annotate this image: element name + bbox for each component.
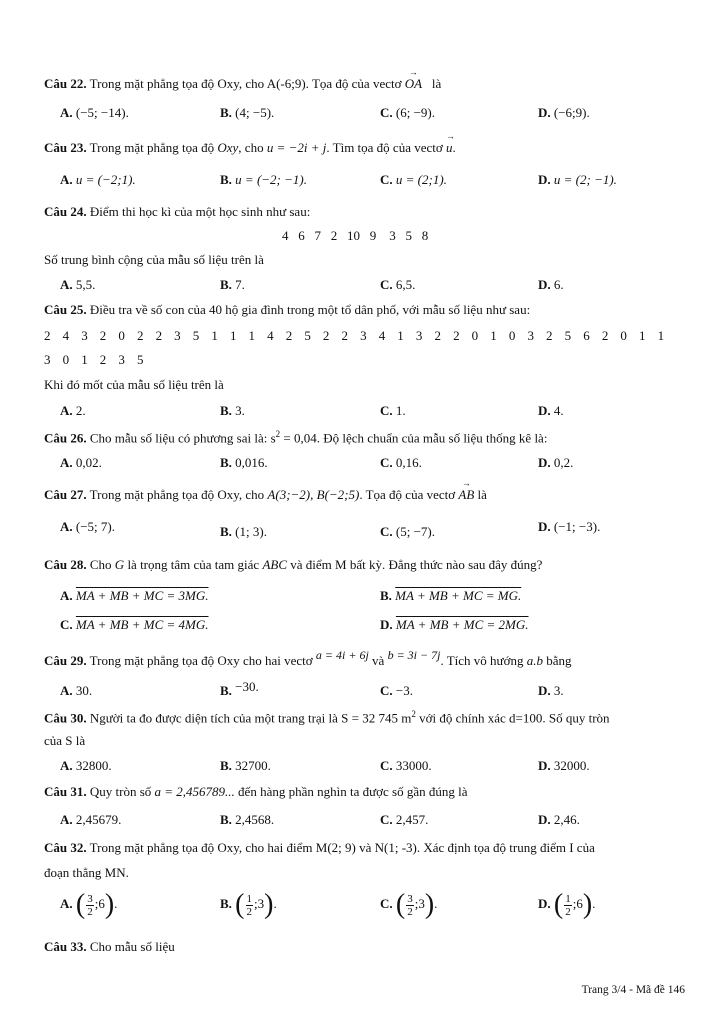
- q30-option-c[interactable]: C. 33000.: [380, 758, 432, 773]
- q26-option-a[interactable]: A. 0,02.: [60, 455, 102, 470]
- q25-value: 0: [62, 352, 70, 367]
- q27-vector: → AB: [458, 487, 474, 503]
- q24-option-d[interactable]: D. 6.: [538, 277, 564, 292]
- q25-value: 3: [174, 328, 181, 343]
- q28-option-d[interactable]: D. MA + MB + MC = 2MG.: [380, 617, 529, 632]
- q25-value: 0: [471, 328, 479, 343]
- q25-value: 0: [620, 328, 627, 343]
- q22-option-a[interactable]: A. (−5; −14).: [60, 105, 129, 120]
- question-24: [44, 204, 310, 220]
- question-29: [44, 648, 572, 669]
- q22-option-d[interactable]: D. (−6;9).: [538, 105, 590, 120]
- q23-text: Trong mặt phẳng tọa độ: [89, 140, 215, 155]
- q28-option-b[interactable]: B. MA + MB + MC = MG.: [380, 588, 522, 603]
- q32-text2: đoạn thẳng MN.: [44, 865, 129, 880]
- q28-option-c[interactable]: C. MA + MB + MC = 4MG.: [60, 617, 209, 632]
- q25-value: 1: [211, 328, 218, 343]
- q29-option-d[interactable]: D. 3.: [538, 683, 564, 698]
- q32-option-c[interactable]: C. ( $\frac{3}{2}$ ;3).: [380, 889, 438, 920]
- q24-label: Câu 24.: [44, 204, 87, 219]
- q26-text2: = 0,04. Độ lệch chuẩn của mẫu số liệu thống kê là:: [280, 430, 548, 446]
- q26-option-b[interactable]: B. 0,016.: [220, 455, 268, 470]
- q29-tail: . Tích vô hướng: [440, 653, 524, 668]
- q23-option-d[interactable]: D. u = (2; −1).: [538, 172, 617, 187]
- question-25: [44, 302, 530, 318]
- question-23: [44, 140, 456, 156]
- q30-option-d[interactable]: D. 32000.: [538, 758, 590, 773]
- q28-option-a[interactable]: A. MA + MB + MC = 3MG.: [60, 588, 209, 603]
- q25-value: 2: [155, 328, 163, 343]
- q25-value: 0: [118, 328, 125, 343]
- q25-value: 1: [657, 328, 665, 343]
- q23-option-b[interactable]: B. u = (−2; −1).: [220, 172, 307, 187]
- q25-value: 2: [136, 328, 144, 343]
- q26-option-c[interactable]: C. 0,16.: [380, 455, 422, 470]
- q29-vector-b: b = 3i − 7j: [387, 648, 441, 662]
- q25-value: 4: [378, 328, 386, 343]
- q31-label: Câu 31.: [44, 784, 87, 799]
- q30-option-b[interactable]: B. 32700.: [220, 758, 271, 773]
- q25-value: 4: [267, 328, 274, 343]
- q31-option-a[interactable]: A. 2,45679.: [60, 812, 122, 827]
- q22-tail: là: [431, 76, 442, 91]
- q24-option-a[interactable]: A. 5,5.: [60, 277, 96, 292]
- q31-option-d[interactable]: D. 2,46.: [538, 812, 580, 827]
- q25-value: 2: [434, 328, 441, 343]
- q25-data-row-2: [44, 352, 156, 368]
- q27-option-c[interactable]: C. (5; −7).: [380, 524, 435, 539]
- q25-value: 5: [304, 328, 311, 343]
- q28-g: G: [114, 557, 125, 572]
- q29-option-a[interactable]: A. 30.: [60, 683, 93, 698]
- q29-option-c[interactable]: C. −3.: [380, 683, 413, 698]
- q23-oxy: Oxy: [217, 140, 239, 155]
- q32-text: Trong mặt phẳng tọa độ Oxy, cho hai điểm M(2; 9) và N(1; -3). Xác định tọa độ trung điểm I của: [89, 840, 595, 855]
- q32-option-b[interactable]: B. ( $\frac{1}{2}$ ;3).: [220, 889, 277, 920]
- q31-option-c[interactable]: C. 2,457.: [380, 812, 429, 827]
- q26-text: Cho mẫu số liệu có phương sai là: s: [89, 430, 276, 446]
- q28-label: Câu 28.: [44, 557, 87, 572]
- q25-label: Câu 25.: [44, 302, 87, 317]
- q25-option-a[interactable]: A. 2.: [60, 403, 86, 418]
- q30-text2: với độ chính xác d=100. Số quy tròn: [415, 710, 610, 726]
- q30-label: Câu 30.: [44, 710, 87, 726]
- question-31: [44, 784, 468, 800]
- question-32: [44, 840, 595, 856]
- q25-value: 1: [248, 328, 256, 343]
- q22-label: Câu 22.: [44, 76, 87, 91]
- q25-value: 3: [44, 352, 51, 367]
- q25-value: 2: [453, 328, 460, 343]
- q31-number: a = 2,456789...: [154, 784, 235, 799]
- q25-value: 3: [118, 352, 125, 367]
- q27-option-d[interactable]: D. (−1; −3).: [538, 519, 601, 534]
- q33-text: Cho mẫu số liệu: [89, 939, 175, 954]
- q30-text3: của S là: [44, 733, 86, 748]
- q25-value: 5: [192, 328, 200, 343]
- q26-label: Câu 26.: [44, 430, 87, 446]
- q24-option-c[interactable]: C. 6,5.: [380, 277, 416, 292]
- q24-data: 4 6 7 2 10 9 3 5 8: [282, 228, 429, 243]
- question-33: [44, 939, 175, 955]
- q25-value: 1: [81, 352, 88, 367]
- q27-points: A(3;−2), B(−2;5): [267, 487, 360, 502]
- q25-value: 2: [546, 328, 553, 343]
- q27-text: Trong mặt phẳng tọa độ Oxy, cho: [89, 487, 265, 502]
- q27-option-b[interactable]: B. (1; 3).: [220, 524, 267, 539]
- q27-option-a[interactable]: A. (−5; 7).: [60, 519, 115, 534]
- q28-abc: ABC: [262, 557, 288, 572]
- page-footer: Trang 3/4 - Mã đề 146: [581, 984, 685, 996]
- q23-option-a[interactable]: A. u = (−2;1).: [60, 172, 136, 187]
- q28-text2: là trọng tâm của tam giác: [127, 557, 260, 572]
- q25-value: 1: [397, 328, 404, 343]
- q25-value: 2: [99, 328, 107, 343]
- q25-data-row-1: [44, 328, 676, 344]
- q30-sup: 2: [411, 709, 416, 719]
- q25-value: 3: [415, 328, 423, 343]
- q31-text: Quy tròn số: [89, 784, 152, 799]
- q29-ab: a.b: [526, 653, 543, 668]
- question-26: [44, 429, 547, 446]
- q27-label: Câu 27.: [44, 487, 87, 502]
- q27-end: là: [477, 487, 487, 502]
- q25-value: 2: [285, 328, 293, 343]
- q23-label: Câu 23.: [44, 140, 87, 155]
- q32-label: Câu 32.: [44, 840, 87, 855]
- q25-value: 1: [229, 328, 237, 343]
- q25-value: 4: [62, 328, 70, 343]
- question-27: [44, 487, 487, 503]
- q25-option-d[interactable]: D. 4.: [538, 403, 564, 418]
- q28-text: Cho: [89, 557, 112, 572]
- q25-value: 3: [527, 328, 534, 343]
- q25-subtext: Khi đó mốt của mẫu số liệu trên là: [44, 377, 224, 392]
- q23-expr: u = −2i + j: [266, 140, 327, 155]
- q25-value: 5: [564, 328, 572, 343]
- q22-text: Trong mặt phẳng tọa độ Oxy, cho A(-6;9). Tọa độ của vectơ: [89, 76, 402, 91]
- q25-value: 0: [508, 328, 516, 343]
- q25-value: 1: [490, 328, 497, 343]
- question-28: [44, 557, 542, 573]
- q23-option-c[interactable]: C. u = (2;1).: [380, 172, 447, 187]
- q25-text: Điều tra về số con của 40 hộ gia đình trong một tổ dân phố, với mẫu số liệu như sau:: [89, 302, 531, 317]
- q32-option-d[interactable]: D. ( $\frac{1}{2}$ ;6).: [538, 889, 596, 920]
- q25-option-c[interactable]: C. 1.: [380, 403, 406, 418]
- q29-vector-a: a = 4i + 6j: [315, 648, 369, 662]
- q23-u: → u: [446, 140, 453, 156]
- q30-option-a[interactable]: A. 32800.: [60, 758, 112, 773]
- q31-tail: đến hàng phần nghìn ta được số gần đúng là: [238, 784, 468, 799]
- q29-end: bằng: [546, 653, 572, 668]
- q29-text: Trong mặt phẳng tọa độ Oxy cho hai vectơ: [89, 653, 313, 668]
- q26-sup: 2: [275, 429, 281, 439]
- q29-option-b[interactable]: B. −30.: [220, 679, 259, 698]
- q23-end: .: [452, 140, 456, 155]
- q29-and: và: [372, 653, 385, 668]
- question-30: [44, 709, 610, 726]
- question-22: [44, 76, 441, 92]
- q25-value: 2: [601, 328, 609, 343]
- q25-value: 2: [99, 352, 107, 367]
- q23-tail: . Tìm tọa độ của vectơ: [326, 140, 443, 155]
- q32-option-a[interactable]: A. ( $\frac{3}{2}$ ;6).: [60, 889, 118, 920]
- q30-text: Người ta đo được diện tích của một trang trại là S = 32 745 m: [89, 710, 412, 726]
- q22-option-c[interactable]: C. (6; −9).: [380, 105, 435, 120]
- q25-option-b[interactable]: B. 3.: [220, 403, 245, 418]
- q25-value: 6: [583, 328, 590, 343]
- q25-value: 2: [341, 328, 348, 343]
- q24-option-b[interactable]: B. 7.: [220, 277, 245, 292]
- q27-tail: . Tọa độ của vectơ: [359, 487, 456, 502]
- q22-vector: → OA: [405, 76, 422, 92]
- q22-option-b[interactable]: B. (4; −5).: [220, 105, 275, 120]
- q25-value: 3: [360, 328, 367, 343]
- q24-subtext: Số trung bình cộng của mẫu số liệu trên là: [44, 252, 264, 267]
- q26-option-d[interactable]: D. 0,2.: [538, 455, 574, 470]
- q24-text: Điểm thi học kì của một học sinh như sau:: [89, 204, 311, 219]
- q29-label: Câu 29.: [44, 653, 87, 668]
- q25-value: 3: [81, 328, 88, 343]
- q25-value: 5: [136, 352, 144, 367]
- q23-mid: , cho: [238, 140, 264, 155]
- q25-value: 2: [322, 328, 330, 343]
- q25-value: 1: [639, 328, 646, 343]
- q31-option-b[interactable]: B. 2,4568.: [220, 812, 275, 827]
- q28-text3: và điểm M bất kỳ. Đẳng thức nào sau đây đúng?: [290, 557, 543, 572]
- q33-label: Câu 33.: [44, 939, 87, 954]
- q25-value: 2: [44, 328, 51, 343]
